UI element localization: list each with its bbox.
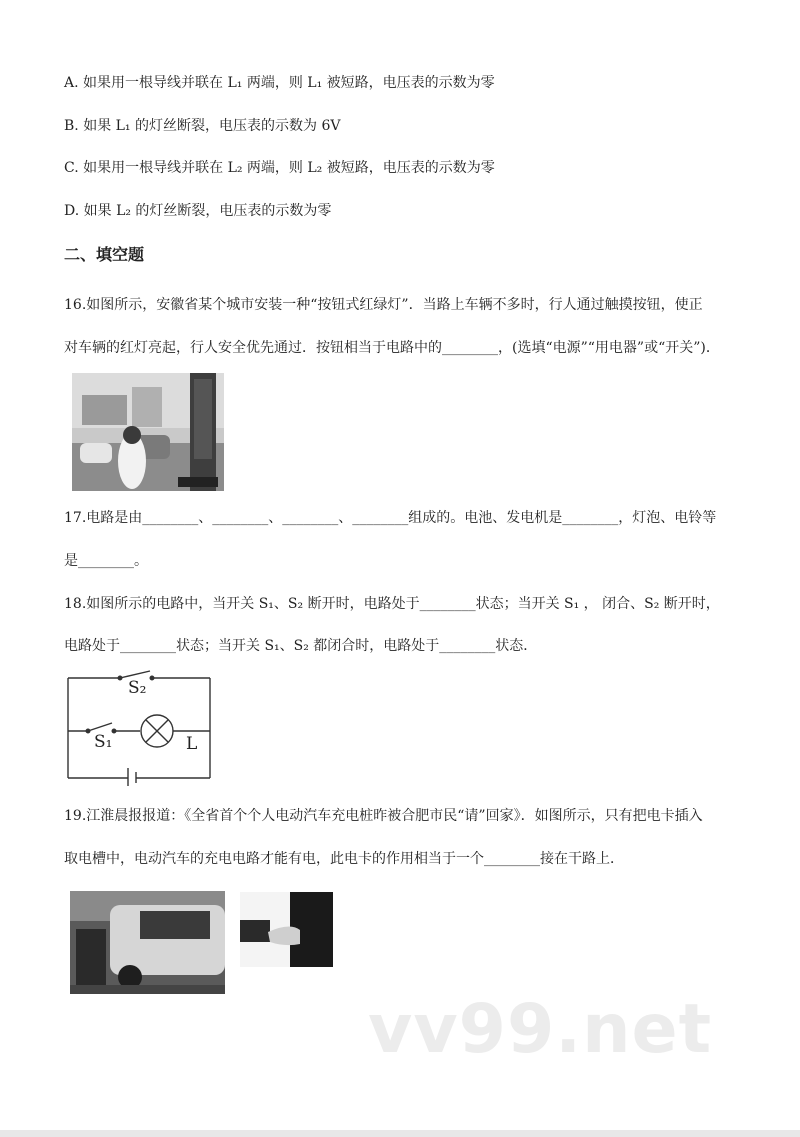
lamp-label: L	[186, 734, 198, 754]
option-b: B. 如果 L₁ 的灯丝断裂，电压表的示数为 6V	[64, 118, 341, 134]
watermark: vv99.net	[368, 990, 713, 1069]
option-d: D. 如果 L₂ 的灯丝断裂，电压表的示数为零	[64, 203, 332, 219]
q19-line1: 19.江淮晨报报道：《全省首个个人电动汽车充电桩昨被合肥市民“请”回家》．如图所示，只有把电卡插入	[64, 808, 703, 824]
q19-line2: 取电槽中，电动汽车的充电电路才能有电，此电卡的作用相当于一个________接在干路上．	[64, 851, 624, 867]
s1-label: S₁	[94, 732, 113, 752]
q17-line1: 17.电路是由________、________、________、________组成的。电池、发电机是________，灯泡、电铃等	[64, 510, 717, 526]
q18-line1: 18.如图所示的电路中，当开关 S₁、S₂ 断开时，电路处于________状态；当开关 S₁ ， 闭合、S₂ 断开时，	[64, 596, 720, 612]
s2-label: S₂	[128, 678, 147, 698]
q16-line2: 对车辆的红灯亮起，行人安全优先通过．按钮相当于电路中的________，(选填“电源”“用电器”或“开关”)．	[64, 340, 720, 356]
traffic-button-photo	[72, 373, 224, 491]
charging-car-photo	[70, 891, 225, 994]
option-c: C. 如果用一根导线并联在 L₂ 两端，则 L₂ 被短路，电压表的示数为零	[64, 160, 495, 176]
q18-line2: 电路处于________状态；当开关 S₁、S₂ 都闭合时，电路处于________状态．	[64, 638, 538, 654]
card-slot-photo	[240, 892, 333, 967]
section-title: 二、填空题	[64, 245, 145, 264]
q17-line2: 是________。	[64, 553, 148, 569]
q16-line1: 16.如图所示，安徽省某个城市安装一种“按钮式红绿灯”．当路上车辆不多时，行人通过触摸按钮，使正	[64, 297, 703, 313]
bottom-bar	[0, 1130, 800, 1137]
circuit-diagram	[62, 668, 217, 786]
option-a: A. 如果用一根导线并联在 L₁ 两端，则 L₁ 被短路，电压表的示数为零	[64, 75, 495, 91]
